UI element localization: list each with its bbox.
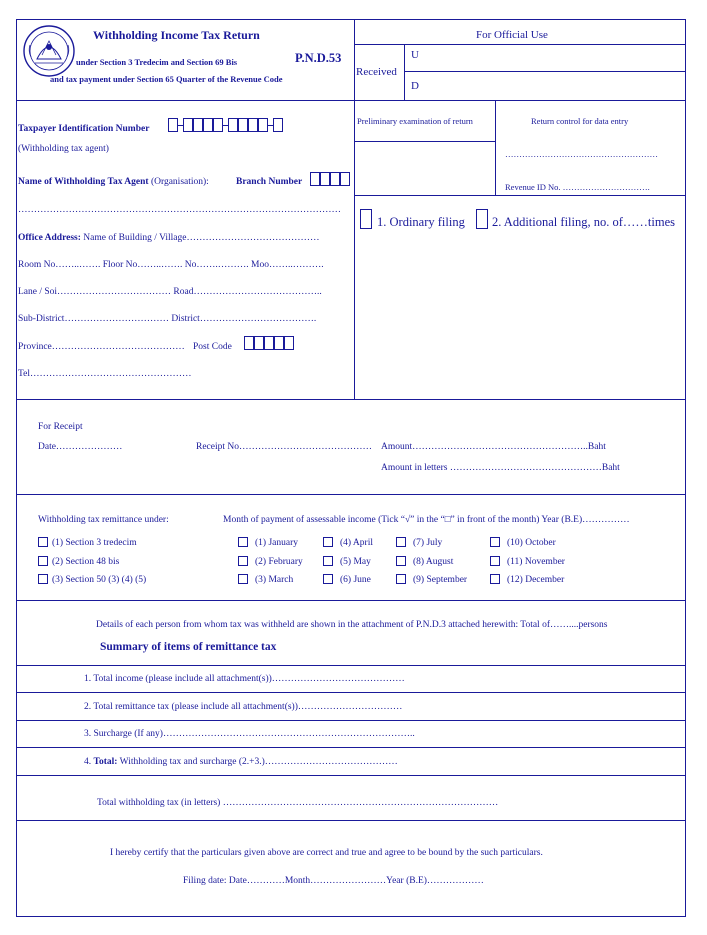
additional-filing-label: 2. Additional filing, no. of……times	[492, 215, 675, 229]
form-subtitle-payment: and tax payment under Section 65 Quarter of the Revenue Code	[50, 74, 283, 84]
month-january-checkbox[interactable]	[238, 537, 248, 547]
month-november-label: (11) November	[507, 557, 565, 567]
summary-item-surcharge[interactable]: 3. Surcharge (If any)……………………………………………………………………..	[84, 729, 415, 739]
additional-filing-checkbox[interactable]	[476, 209, 488, 229]
official-use-label: For Official Use	[476, 29, 548, 41]
summary-title: Summary of items of remittance tax	[100, 641, 277, 653]
month-of-payment-label: Month of payment of assessable income (Tick “√” in the “□” in front of the month) Year (B.E)……………	[223, 515, 630, 525]
month-april-label: (4) April	[340, 538, 373, 548]
sep-item5	[16, 775, 686, 776]
office-address-line[interactable]: Office Address: Name of Building / Village……………………………………	[18, 233, 320, 243]
month-november-checkbox[interactable]	[490, 556, 500, 566]
agent-name-field[interactable]: …………………………………………………………………………………………	[18, 205, 341, 215]
month-june-label: (6) June	[340, 575, 371, 585]
section-50-checkbox[interactable]	[38, 574, 48, 584]
room-floor-field[interactable]: Room No……..……. Floor No……..……. No…….………. Moo……..……….	[18, 260, 324, 270]
section-48-bis-label: (2) Section 48 bis	[52, 557, 120, 567]
month-february-label: (2) February	[255, 557, 303, 567]
summary-item-total[interactable]: 4. Total: Withholding tax and surcharge (2.+3.)……………………………………	[84, 757, 398, 767]
month-march-label: (3) March	[255, 575, 294, 585]
section-3-tredecim-label: (1) Section 3 tredecim	[52, 538, 137, 548]
month-september-label: (9) September	[413, 575, 468, 585]
revenue-department-seal-icon	[22, 25, 76, 77]
ud-divider	[404, 71, 686, 72]
attachment-details: Details of each person from whom tax was withheld are shown in the attachment of P.N.D.3 attached herewith: Total of……....persons	[96, 620, 608, 630]
return-control-label: Return control for data entry	[531, 116, 629, 126]
branch-number-input[interactable]	[310, 172, 350, 186]
summary-item-total-income[interactable]: 1. Total income (please include all attachment(s))……………………………………	[84, 674, 405, 684]
receipt-date-field: Date…………………	[38, 442, 123, 452]
month-december-label: (12) December	[507, 575, 565, 585]
for-receipt-label: For Receipt	[38, 422, 83, 432]
certification-statement: I hereby certify that the particulars given above are correct and true and agree to be bound by the such particulars.	[110, 848, 543, 858]
tin-input[interactable]	[168, 118, 284, 134]
d-label: D	[411, 80, 419, 92]
tel-field[interactable]: Tel……………………………………………	[18, 369, 192, 379]
total-withholding-letters[interactable]: Total withholding tax (in letters) ……………………………………………………………………………	[97, 798, 499, 808]
post-code-label: Post Code	[193, 342, 232, 352]
section-48-bis-checkbox[interactable]	[38, 556, 48, 566]
review-divider	[495, 100, 496, 195]
revenue-id-label: Revenue ID No. ………………………….	[505, 182, 650, 192]
sep-certify	[16, 820, 686, 821]
month-may-checkbox[interactable]	[323, 556, 333, 566]
month-october-checkbox[interactable]	[490, 537, 500, 547]
receipt-amount-field: Amount………………………………………………..Baht	[381, 442, 606, 452]
province-field[interactable]: Province……………………………………	[18, 342, 185, 352]
month-may-label: (5) May	[340, 557, 371, 567]
frame-top	[16, 19, 686, 20]
form-subtitle-section: under Section 3 Tredecim and Section 69 Bis	[76, 57, 238, 67]
lane-road-field[interactable]: Lane / Soi……………………………… Road…………………………………..	[18, 287, 322, 297]
received-divider	[404, 44, 405, 100]
ordinary-filing-checkbox[interactable]	[360, 209, 372, 229]
month-october-label: (10) October	[507, 538, 556, 548]
prelim-line	[354, 141, 495, 142]
month-july-label: (7) July	[413, 538, 443, 548]
subdistrict-district-field[interactable]: Sub-District…………………………… District……………………………….	[18, 314, 317, 324]
month-april-checkbox[interactable]	[323, 537, 333, 547]
branch-number-label: Branch Number	[236, 177, 303, 187]
filing-date-field[interactable]: Filing date: Date…………Month……………………Year (B.E)………………	[183, 876, 484, 886]
sep-item3	[16, 720, 686, 721]
ordinary-filing-label: 1. Ordinary filing	[377, 215, 465, 229]
u-label: U	[411, 49, 419, 61]
receipt-amount-letters-field: Amount in letters …………………………………………Baht	[381, 463, 620, 473]
prelim-exam-label: Preliminary examination of return	[357, 116, 473, 126]
month-september-checkbox[interactable]	[396, 574, 406, 584]
post-code-input[interactable]	[244, 336, 294, 350]
section-50-label: (3) Section 50 (3) (4) (5)	[52, 575, 147, 585]
summary-item-total-remittance[interactable]: 2. Total remittance tax (please include all attachment(s))……………………………	[84, 702, 403, 712]
sep-item2	[16, 692, 686, 693]
section-3-tredecim-checkbox[interactable]	[38, 537, 48, 547]
month-august-checkbox[interactable]	[396, 556, 406, 566]
remittance-under-label: Withholding tax remittance under:	[38, 515, 169, 525]
receipt-no-field: Receipt No……………………………………	[196, 442, 373, 452]
frame-bottom	[16, 916, 686, 917]
sep-item1	[16, 665, 686, 666]
month-february-checkbox[interactable]	[238, 556, 248, 566]
frame-right	[685, 19, 686, 917]
month-june-checkbox[interactable]	[323, 574, 333, 584]
form-code: P.N.D.53	[295, 51, 342, 65]
month-january-label: (1) January	[255, 538, 298, 548]
tin-label: Taxpayer Identification Number	[18, 124, 150, 134]
month-august-label: (8) August	[413, 557, 454, 567]
review-bottom	[354, 195, 686, 196]
header-bottom	[16, 100, 686, 101]
sep-item4	[16, 747, 686, 748]
return-control-field: ………………………………………………	[505, 149, 658, 159]
month-december-checkbox[interactable]	[490, 574, 500, 584]
month-july-checkbox[interactable]	[396, 537, 406, 547]
received-label: Received	[356, 66, 397, 78]
form-title: Withholding Income Tax Return	[93, 28, 260, 42]
agent-name-label: Name of Withholding Tax Agent (Organisation):	[18, 177, 209, 187]
sep-summary	[16, 600, 686, 601]
header-divider	[354, 19, 355, 399]
frame-left	[16, 19, 17, 917]
sep-receipt	[16, 399, 686, 400]
agent-note: (Withholding tax agent)	[18, 144, 109, 154]
sep-remittance	[16, 494, 686, 495]
month-march-checkbox[interactable]	[238, 574, 248, 584]
